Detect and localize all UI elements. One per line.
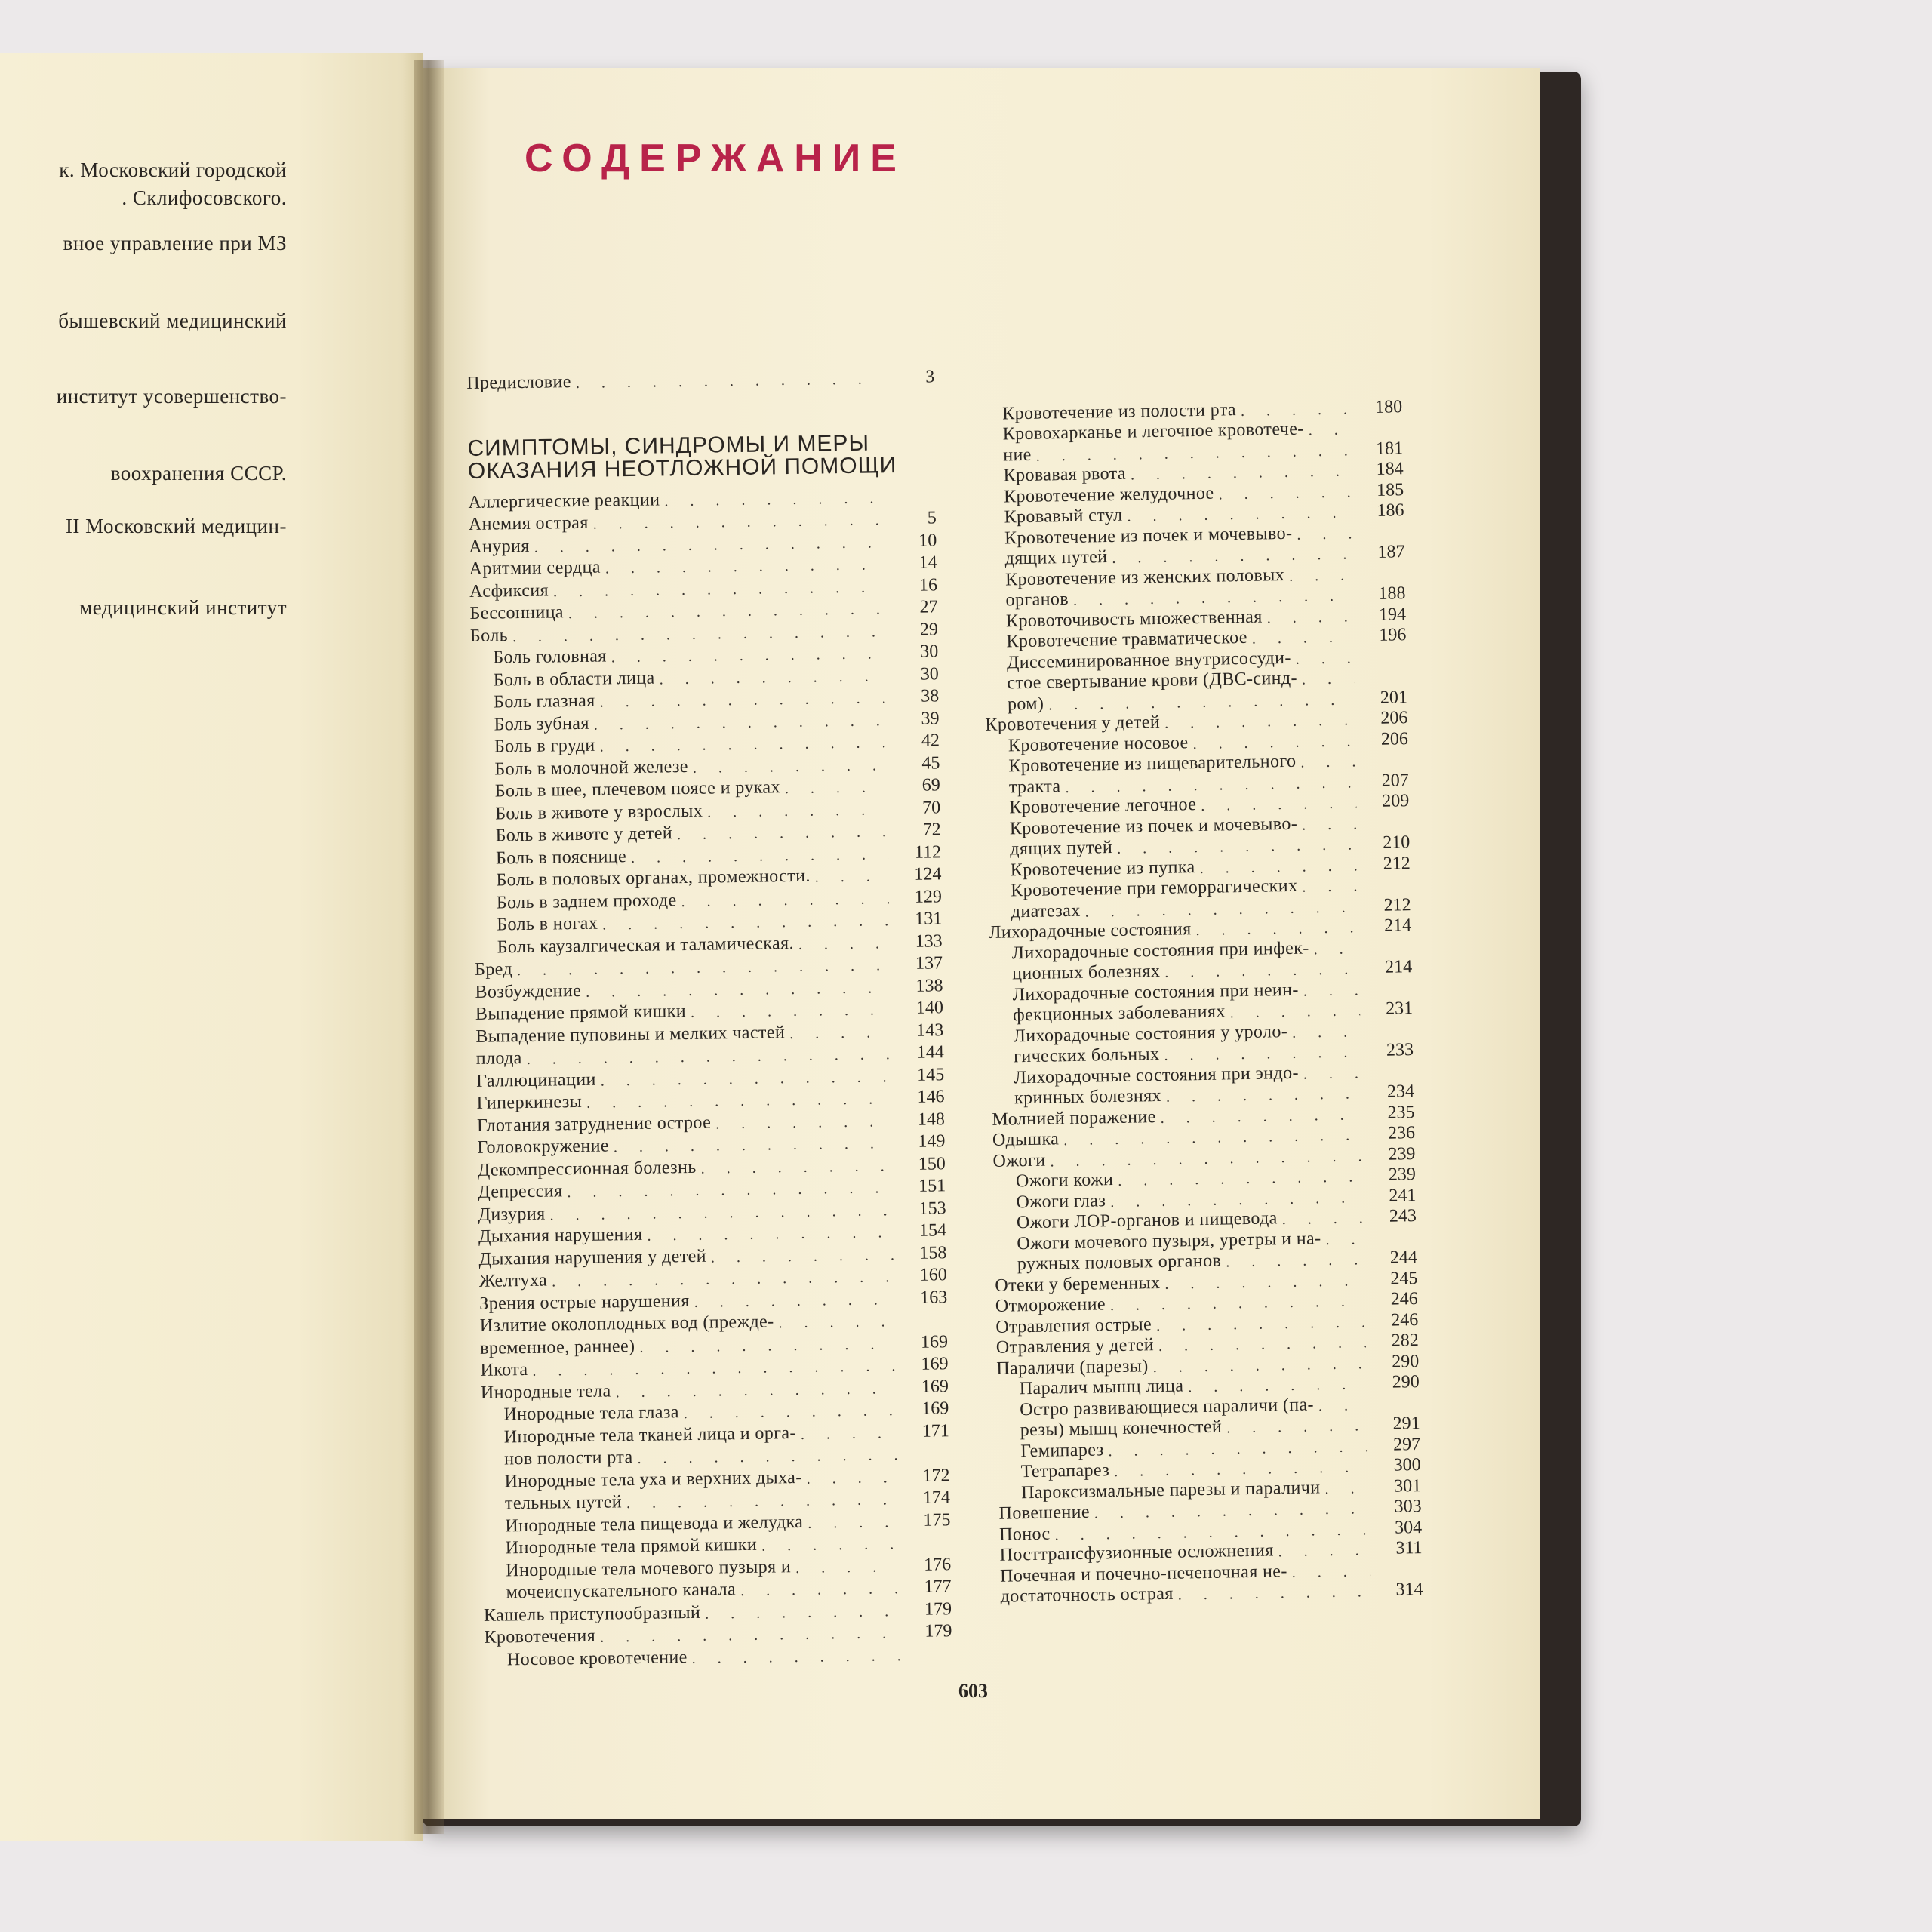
toc-entry-page: 301 xyxy=(1393,1475,1422,1497)
toc-entry-label: Глотания затруднение острое xyxy=(476,1112,712,1136)
toc-leader-dots xyxy=(795,1558,898,1577)
toc-leader-dots xyxy=(1282,1210,1364,1229)
toc-entry-label: плода xyxy=(475,1048,522,1069)
toc-entry-label: временное, раннее) xyxy=(479,1336,635,1358)
toc-entry-page: 175 xyxy=(923,1509,951,1531)
toc-entry-label: ние xyxy=(1002,445,1032,465)
toc-entry-page: 245 xyxy=(1390,1268,1418,1289)
toc-entry-page: 148 xyxy=(917,1109,946,1130)
toc-entry-page: 206 xyxy=(1380,728,1409,749)
toc-entry-page: 234 xyxy=(1386,1081,1415,1102)
toc-entry-label: Боль в животе у взрослых xyxy=(495,801,703,824)
toc-entry-label: Ожоги кожи xyxy=(1015,1170,1114,1192)
toc-leader-dots xyxy=(692,1647,900,1668)
toc-entry-label: Асфиксия xyxy=(469,580,549,601)
toc-entry-page: 179 xyxy=(924,1598,952,1620)
toc-entry-label: тракта xyxy=(1008,776,1061,797)
toc-leader-dots xyxy=(778,1313,894,1332)
toc-entry-page: 129 xyxy=(914,886,943,907)
toc-entry-label: Депрессия xyxy=(478,1181,563,1202)
toc-entry-page: 30 xyxy=(920,641,939,662)
toc-leader-dots xyxy=(715,1113,892,1133)
toc-leader-dots xyxy=(798,935,890,954)
book-spine xyxy=(414,60,444,1834)
toc-entry-page: 163 xyxy=(920,1287,948,1308)
toc-leader-dots xyxy=(1289,567,1352,585)
toc-entry-page: 180 xyxy=(1374,396,1403,417)
toc-entry-page: 210 xyxy=(1383,832,1411,853)
toc-entry-label: Излитие околоплодных вод (прежде- xyxy=(479,1312,774,1336)
toc-entry-label: Анемия острая xyxy=(468,512,589,534)
toc-entry-page: 179 xyxy=(924,1621,952,1641)
toc-entry-page: 241 xyxy=(1389,1185,1417,1206)
toc-leader-dots xyxy=(1218,484,1351,503)
toc-entry-label: Боль глазная xyxy=(494,691,595,712)
toc-leader-dots xyxy=(1278,1542,1369,1561)
toc-entry-page: 212 xyxy=(1383,853,1411,874)
toc-leader-dots xyxy=(1252,629,1354,648)
toc-left-column xyxy=(466,361,952,1670)
toc-leader-dots xyxy=(1300,753,1355,771)
toc-entry-page: 172 xyxy=(922,1465,950,1486)
toc-entry-label: Выпадение пуповины и мелких частей xyxy=(475,1022,786,1047)
toc-entry-label: Одышка xyxy=(992,1129,1060,1150)
toc-entry-page: 176 xyxy=(924,1554,952,1575)
toc-entry-page: 138 xyxy=(915,975,943,996)
toc-entry-page: 236 xyxy=(1387,1123,1416,1143)
toc-entry-label: Аллергические реакции xyxy=(468,489,660,512)
toc-entry-label: Аритмии сердца xyxy=(469,557,601,579)
toc-entry-label: Боль зубная xyxy=(494,713,589,735)
toc-entry-label: Возбуждение xyxy=(475,980,582,1002)
toc-entry-label: Ожоги мочевого пузыря, уретры и на- xyxy=(1017,1228,1321,1254)
toc-entry-page: 38 xyxy=(920,686,940,706)
toc-entry-label: Кровотечение из женских половых xyxy=(1004,565,1285,589)
toc-entry-page: 311 xyxy=(1395,1537,1423,1558)
toc-entry-label: Молнией поражение xyxy=(992,1106,1156,1130)
toc-entry-label: Дыхания нарушения у детей xyxy=(478,1246,707,1269)
toc-entry-page: 214 xyxy=(1384,957,1413,977)
toc-entry-page: 297 xyxy=(1392,1434,1421,1455)
toc-entry-label: Кровотечение носовое xyxy=(1008,732,1189,755)
toc-leader-dots xyxy=(1303,982,1360,1000)
toc-entry-page: 144 xyxy=(916,1042,944,1063)
toc-entry-label: Лихорадочные состояния у уроло- xyxy=(1013,1021,1288,1046)
page-title: СОДЕРЖАНИЕ xyxy=(525,137,906,180)
toc-entry-page: 150 xyxy=(918,1153,946,1174)
toc-entry-page: 45 xyxy=(921,752,940,774)
toc-entry-page: 169 xyxy=(920,1331,949,1352)
toc-entry-page: 29 xyxy=(919,619,939,640)
toc-entry-page: 174 xyxy=(922,1487,951,1508)
toc-entry-page: 282 xyxy=(1391,1331,1419,1351)
toc-entry-page: 290 xyxy=(1392,1372,1420,1392)
toc-entry-label: Почечная и почечно-печеночная не- xyxy=(999,1561,1287,1586)
toc-entry-page: 133 xyxy=(915,931,943,952)
toc-leader-dots xyxy=(785,779,888,798)
toc-entry-page: 290 xyxy=(1392,1351,1420,1372)
toc-entry-label: Ожоги ЛОР-органов и пищевода xyxy=(1016,1208,1278,1233)
toc-entry-page: 304 xyxy=(1394,1517,1423,1538)
toc-entry-label: Кровотечение из пищеварительного xyxy=(1008,751,1297,777)
toc-entry-label: Боль в молочной железе xyxy=(494,756,689,780)
toc-entry-page: 42 xyxy=(921,731,940,751)
toc-entry-page: 140 xyxy=(915,998,944,1018)
toc-entry-page: 124 xyxy=(914,864,942,884)
toc-entry-page: 243 xyxy=(1389,1206,1417,1226)
toc-entry-label: Головокружение xyxy=(477,1136,610,1158)
toc-entry-page: 151 xyxy=(918,1176,946,1196)
toc-entry-page: 137 xyxy=(915,953,943,974)
toc-leader-dots xyxy=(1296,650,1355,668)
toc-leader-dots xyxy=(761,1536,898,1555)
toc-entry-page: 146 xyxy=(917,1087,945,1107)
toc-entry-label: кринных болезнях xyxy=(1014,1085,1162,1109)
toc-entry-page: 239 xyxy=(1388,1143,1416,1164)
toc-leader-dots xyxy=(806,1469,897,1488)
toc-entry-label: ционных болезнях xyxy=(1011,961,1161,984)
toc-entry-label: Желтуха xyxy=(478,1270,548,1291)
toc-entry-label: диатезах xyxy=(1011,900,1081,921)
toc-entry-label: Ожоги глаз xyxy=(1016,1190,1106,1212)
toc-entry-label: тельных путей xyxy=(504,1492,623,1514)
toc-entry-label: Инородные тела пищевода и желудка xyxy=(505,1512,804,1536)
toc-entry-page: 206 xyxy=(1380,708,1408,728)
toc-entry-page: 246 xyxy=(1390,1289,1419,1309)
toc-entry-label: Икота xyxy=(480,1359,528,1380)
toc-leader-dots xyxy=(1241,401,1350,420)
toc-entry-label: Боль в животе у детей xyxy=(495,823,673,846)
toc-entry-page: 14 xyxy=(918,552,937,573)
toc-leader-dots xyxy=(1309,421,1350,439)
toc-entry-page: 184 xyxy=(1376,459,1404,479)
toc-entry-label: Декомпрессионная болезнь xyxy=(477,1157,697,1180)
toc-leader-dots xyxy=(1318,1397,1367,1415)
toc-entry-page: 131 xyxy=(915,909,943,929)
toc-entry-label: Боль каузалгическая и таламическая. xyxy=(497,933,795,958)
toc-entry-page: 16 xyxy=(918,574,938,595)
toc-entry-label: Боль в груди xyxy=(494,735,595,757)
toc-right-column xyxy=(980,396,1423,1607)
toc-entry-page: 209 xyxy=(1382,791,1410,811)
toc-entry-page: 10 xyxy=(918,530,937,551)
toc-entry-label: Инородные тела тканей лица и орга- xyxy=(503,1423,797,1447)
toc-entry-label: Инородные тела глаза xyxy=(503,1402,680,1425)
toc-entry-label: Кровотечение желудочное xyxy=(1003,483,1214,506)
toc-entry-label: Повешение xyxy=(998,1502,1091,1524)
toc-entry-label: резы) мышц конечностей xyxy=(1020,1417,1223,1441)
toc-leader-dots xyxy=(808,1514,897,1533)
toc-entry-label: Инородные тела уха и верхних дыха- xyxy=(504,1467,802,1491)
page-number: 603 xyxy=(958,1680,988,1702)
toc-entry-page: 194 xyxy=(1378,604,1407,625)
toc-entry-label: Кровохарканье и легочное кровотече- xyxy=(1002,419,1304,445)
toc-entry-label: Кровавый стул xyxy=(1004,505,1123,528)
toc-entry-label: Бессонница xyxy=(469,602,565,623)
toc-entry-page: 154 xyxy=(918,1220,947,1241)
toc-entry-page: 181 xyxy=(1375,438,1404,459)
toc-entry-label: Кровотечение легочное xyxy=(1009,795,1197,818)
toc-entry-label: Отравления у детей xyxy=(995,1335,1155,1358)
toc-entry-label: Кровотечение из почек и мочевыво- xyxy=(1009,814,1298,838)
toc-entry-page: 169 xyxy=(921,1354,949,1374)
toc-entry-page: 233 xyxy=(1386,1040,1414,1060)
toc-entry-page: 244 xyxy=(1389,1247,1418,1268)
toc-entry-label: Лихорадочные состояния при инфек- xyxy=(1011,937,1309,963)
toc-entry-page: 235 xyxy=(1387,1102,1415,1123)
toc-entry-label: Пароксизмальные парезы и параличи xyxy=(1020,1477,1321,1503)
toc-entry-page: 158 xyxy=(919,1242,947,1263)
toc-entry-label: Инородные тела xyxy=(480,1380,611,1403)
left-page-line: II Московский медицин- xyxy=(65,515,287,537)
toc-entry-label: Тетрапарез xyxy=(1020,1460,1110,1482)
toc-entry-label: Боль головная xyxy=(493,646,607,668)
toc-entry-page: 303 xyxy=(1394,1497,1422,1517)
toc-entry-page: 169 xyxy=(921,1398,949,1419)
toc-entry-page: 39 xyxy=(921,708,940,729)
toc-leader-dots xyxy=(1226,1251,1364,1271)
toc-entry-label: Бред xyxy=(474,959,513,980)
toc-entry-page: 145 xyxy=(916,1064,945,1085)
toc-entry-label: Кровотечение при геморрагических xyxy=(1011,875,1298,901)
toc-leader-dots xyxy=(1297,525,1352,543)
toc-leader-dots xyxy=(815,868,889,886)
toc-entry-label: Кровавая рвота xyxy=(1003,463,1127,486)
toc-entry-label: нов полости рта xyxy=(504,1447,633,1469)
toc-entry-page: 188 xyxy=(1378,583,1406,604)
toc-entry-label: Гемипарез xyxy=(1020,1439,1104,1461)
toc-entry-label: фекционных заболеваниях xyxy=(1012,1001,1226,1026)
toc-entry-label: Галлюцинации xyxy=(476,1069,596,1091)
left-page-line: . Склифосовского. xyxy=(122,186,287,209)
toc-entry-label: Паралич мышц лица xyxy=(1019,1376,1184,1399)
toc-leader-dots xyxy=(801,1425,897,1444)
toc-entry-label: ружных половых органов xyxy=(1017,1251,1222,1275)
left-page-line: медицинский институт xyxy=(79,596,287,619)
toc-entry-label: Инородные тела мочевого пузыря и xyxy=(506,1556,792,1580)
toc-entry-label: Понос xyxy=(998,1524,1051,1545)
toc-leader-dots xyxy=(1230,1002,1361,1022)
toc-entry-page: 196 xyxy=(1379,625,1407,645)
toc-entry-page: 239 xyxy=(1388,1164,1417,1185)
toc-entry-page: 314 xyxy=(1395,1579,1423,1600)
toc-entry-page: 149 xyxy=(918,1131,946,1152)
toc-entry-label: достаточность острая xyxy=(1000,1583,1174,1607)
toc-entry-page: 246 xyxy=(1391,1309,1419,1331)
toc-entry-page: 177 xyxy=(924,1577,952,1597)
left-page-line: институт усовершенство- xyxy=(56,385,287,408)
toc-entry-page: 5 xyxy=(927,508,937,528)
toc-entry-page: 112 xyxy=(914,841,942,863)
toc-entry-label: Кровотечение травматическое xyxy=(1006,627,1248,652)
toc-entry-label: дящих путей xyxy=(1004,547,1108,569)
toc-entry-page: 72 xyxy=(922,820,941,840)
toc-entry-label: Боль в области лица xyxy=(493,668,655,691)
toc-leader-dots xyxy=(1302,816,1357,834)
toc-entry-page: 160 xyxy=(919,1265,948,1285)
toc-entry-label: стое свертывание крови (ДВС-синд- xyxy=(1007,668,1298,694)
toc-entry-label: Отравления острые xyxy=(995,1314,1152,1337)
toc-entry-label: Диссеминированное внутрисосуди- xyxy=(1006,648,1291,672)
toc-entry-label: Боль в заднем проходе xyxy=(496,890,677,913)
toc-leader-dots xyxy=(1303,1065,1361,1083)
toc-entry-page: 186 xyxy=(1377,500,1404,521)
toc-entry-label: Остро развивающиеся параличи (па- xyxy=(1020,1394,1315,1420)
toc-entry-label: Кровотечение из почек и мочевыво- xyxy=(1004,523,1293,548)
toc-entry-label: Лихорадочные состояния при неин- xyxy=(1012,980,1300,1004)
toc-entry-label: Инородные тела прямой кишки xyxy=(505,1534,758,1558)
toc-leader-dots xyxy=(1178,1583,1371,1604)
toc-entry-label: Носовое кровотечение xyxy=(506,1647,688,1669)
toc-entry-page: 27 xyxy=(919,597,938,617)
toc-entry-label: Гиперкинезы xyxy=(476,1091,583,1113)
toc-entry-page: 201 xyxy=(1380,687,1408,708)
toc-entry-page: 143 xyxy=(916,1020,944,1041)
toc-entry-page: 212 xyxy=(1383,894,1411,915)
toc-leader-dots xyxy=(1292,1563,1371,1582)
toc-entry-label: гических больных xyxy=(1013,1044,1160,1067)
toc-entry-label: Выпадение прямой кишки xyxy=(475,1001,687,1024)
toc-entry-label: органов xyxy=(1005,589,1069,611)
toc-leader-dots xyxy=(1267,608,1354,627)
toc-entry-label: Отморожение xyxy=(995,1294,1106,1316)
toc-entry-page: 231 xyxy=(1385,998,1414,1019)
toc-entry-page: 153 xyxy=(918,1198,946,1219)
toc-entry-label: Анурия xyxy=(469,536,530,557)
toc-leader-dots xyxy=(1313,940,1358,958)
toc-leader-dots xyxy=(1292,1023,1361,1042)
left-page-line: бышевский медицинский xyxy=(58,309,287,332)
toc-entry-page: 70 xyxy=(922,797,941,818)
toc-entry-label: Кровотечения у детей xyxy=(985,712,1161,735)
toc-entry-label: мочеиспускательного канала xyxy=(506,1580,737,1603)
toc-entry-page: 291 xyxy=(1392,1414,1420,1434)
toc-leader-dots xyxy=(711,1247,894,1266)
toc-entry-page: 169 xyxy=(921,1376,949,1397)
left-page-line: вное управление при МЗ xyxy=(63,232,287,254)
toc-entry-label: дящих путей xyxy=(1010,838,1113,860)
toc-entry-page: 185 xyxy=(1376,479,1404,500)
toc-entry-label: ром) xyxy=(1007,694,1044,714)
toc-entry-label: Ожоги xyxy=(992,1150,1046,1171)
toc-entry-label: Лихорадочные состояния xyxy=(989,919,1192,943)
toc-entry-label: Боль в ногах xyxy=(497,913,598,935)
toc-leader-dots xyxy=(707,801,888,821)
toc-entry-label: Кровотечение из пупка xyxy=(1010,857,1195,880)
toc-entry-label: Боль xyxy=(469,625,509,646)
toc-entry-page: 171 xyxy=(921,1420,949,1441)
toc-entry-label: Предисловие xyxy=(466,372,572,393)
toc-leader-dots xyxy=(1324,1480,1368,1498)
toc-entry-page: 207 xyxy=(1381,770,1410,791)
toc-entry-page: 3 xyxy=(925,367,935,387)
toc-entry-label: Боль в половых органах, промежности. xyxy=(496,866,811,891)
toc-entry-label: Кровотечение из полости рта xyxy=(1002,399,1237,423)
section-title: СИМПТОМЫ, СИНДРОМЫ И МЕРЫ ОКАЗАНИЯ НЕОТЛОЖНОЙ ПОМОЩИ xyxy=(467,430,897,484)
toc-entry-label: Отеки у беременных xyxy=(995,1272,1161,1296)
toc-entry-label: Лихорадочные состояния при эндо- xyxy=(1014,1063,1300,1088)
toc-entry-label: Боль в шее, плечевом поясе и руках xyxy=(494,777,781,801)
left-page-line: воохранения СССР. xyxy=(110,462,287,485)
toc-entry-label: Посттрансфузионные осложнения xyxy=(999,1540,1274,1565)
toc-entry-page: 300 xyxy=(1393,1455,1421,1475)
toc-entry-page: 214 xyxy=(1383,915,1412,936)
toc-entry-label: Кровотечения xyxy=(484,1626,596,1647)
left-page-line: к. Московский городской xyxy=(59,158,287,181)
toc-entry-label: Дыхания нарушения xyxy=(478,1224,643,1247)
left-page xyxy=(0,53,423,1841)
toc-entry-label: Зрения острые нарушения xyxy=(479,1291,690,1314)
toc-entry-page: 30 xyxy=(920,663,939,685)
toc-entry-label: Дизурия xyxy=(478,1204,546,1225)
toc-leader-dots xyxy=(740,1580,899,1600)
toc-leader-dots xyxy=(789,1024,891,1043)
toc-leader-dots xyxy=(1226,1417,1367,1437)
toc-entry-label: Кровоточивость множественная xyxy=(1005,607,1263,631)
toc-leader-dots xyxy=(1325,1231,1364,1249)
toc-entry-label: Боль в пояснице xyxy=(495,846,627,869)
toc-entry-page: 69 xyxy=(921,775,940,795)
toc-entry-label: Параличи (парезы) xyxy=(996,1355,1149,1379)
toc-entry-label: Кашель приступообразный xyxy=(483,1602,701,1626)
toc-entry-page: 187 xyxy=(1377,542,1405,562)
toc-leader-dots xyxy=(1302,878,1358,896)
toc-leader-dots xyxy=(1302,670,1355,688)
